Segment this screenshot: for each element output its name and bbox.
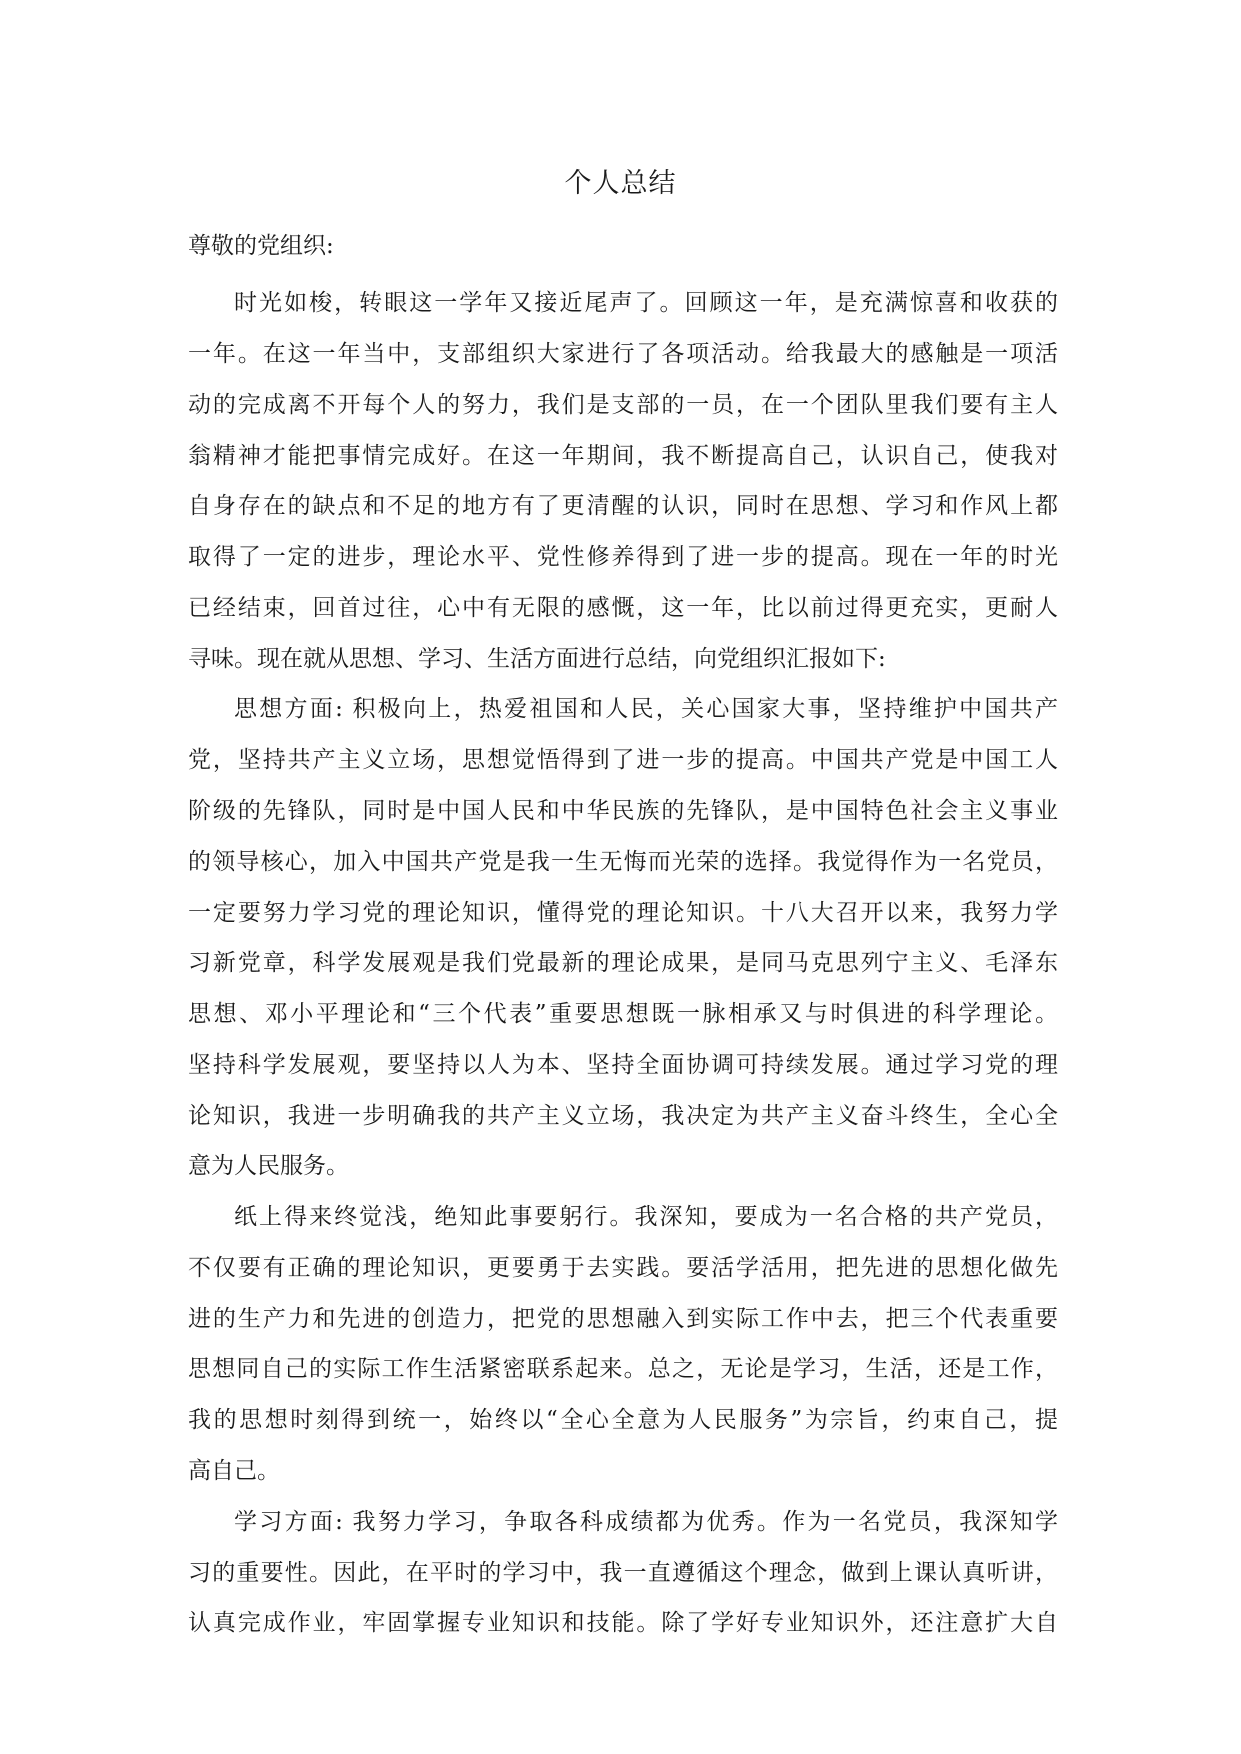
text-line: 寻味。现在就从思想、学习、生活方面进行总结，向党组织汇报如下: [188, 646, 886, 672]
text-line: 不仅要有正确的理论知识，更要勇于去实践。要活学活用，把先进的思想化做先 [188, 1255, 1058, 1281]
text-line: 翁精神才能把事情完成好。在这一年期间，我不断提高自己，认识自己，使我对 [188, 443, 1058, 469]
text-line: 思想同自己的实际工作生活紧密联系起来。总之，无论是学习，生活，还是工作， [188, 1356, 1058, 1382]
text-line: 学习方面: 我努力学习，争取各科成绩都为优秀。作为一名党员，我深知学 [234, 1509, 1058, 1535]
text-line: 党，坚持共产主义立场，思想觉悟得到了进一步的提高。中国共产党是中国工人 [188, 747, 1058, 773]
text-line: 已经结束，回首过往，心中有无限的感慨，这一年，比以前过得更充实，更耐人 [188, 595, 1058, 621]
text-line: 的领导核心，加入中国共产党是我一生无悔而光荣的选择。我觉得作为一名党员， [188, 849, 1058, 875]
text-line: 意为人民服务。 [188, 1153, 349, 1179]
text-line: 一年。在这一年当中，支部组织大家进行了各项活动。给我最大的感触是一项活 [188, 341, 1058, 367]
text-line: 时光如梭，转眼这一学年又接近尾声了。回顾这一年，是充满惊喜和收获的 [234, 290, 1058, 316]
text-line: 进的生产力和先进的创造力，把党的思想融入到实际工作中去，把三个代表重要 [188, 1306, 1058, 1332]
text-line: 高自己。 [188, 1458, 280, 1484]
text-line: 思想方面: 积极向上，热爱祖国和人民，关心国家大事，坚持维护中国共产 [234, 696, 1058, 722]
text-line: 坚持科学发展观，要坚持以人为本、坚持全面协调可持续发展。通过学习党的理 [188, 1052, 1058, 1078]
text-line: 一定要努力学习党的理论知识，懂得党的理论知识。十八大召开以来，我努力学 [188, 900, 1058, 926]
text-line: 习的重要性。因此，在平时的学习中，我一直遵循这个理念，做到上课认真听讲， [188, 1560, 1058, 1586]
text-line: 论知识，我进一步明确我的共产主义立场，我决定为共产主义奋斗终生，全心全 [188, 1103, 1058, 1129]
text-line: 阶级的先锋队，同时是中国人民和中华民族的先锋队，是中国特色社会主义事业 [188, 798, 1058, 824]
text-line: 思想、邓小平理论和“三个代表”重要思想既一脉相承又与时俱进的科学理论。 [188, 1001, 1058, 1027]
text-line: 纸上得来终觉浅，绝知此事要躬行。我深知，要成为一名合格的共产党员， [234, 1204, 1058, 1230]
document-title: 个人总结 [564, 168, 677, 199]
salutation: 尊敬的党组织: [188, 233, 334, 259]
text-line: 取得了一定的进步，理论水平、党性修养得到了进一步的提高。现在一年的时光 [188, 544, 1058, 570]
text-line: 习新党章，科学发展观是我们党最新的理论成果，是同马克思列宁主义、毛泽东 [188, 950, 1058, 976]
text-line: 认真完成作业，牢固掌握专业知识和技能。除了学好专业知识外，还注意扩大自 [188, 1610, 1058, 1636]
text-line: 动的完成离不开每个人的努力，我们是支部的一员，在一个团队里我们要有主人 [188, 392, 1058, 418]
text-line: 自身存在的缺点和不足的地方有了更清醒的认识，同时在思想、学习和作风上都 [188, 493, 1058, 519]
text-line: 我的思想时刻得到统一，始终以“全心全意为人民服务”为宗旨，约束自己，提 [188, 1407, 1058, 1433]
